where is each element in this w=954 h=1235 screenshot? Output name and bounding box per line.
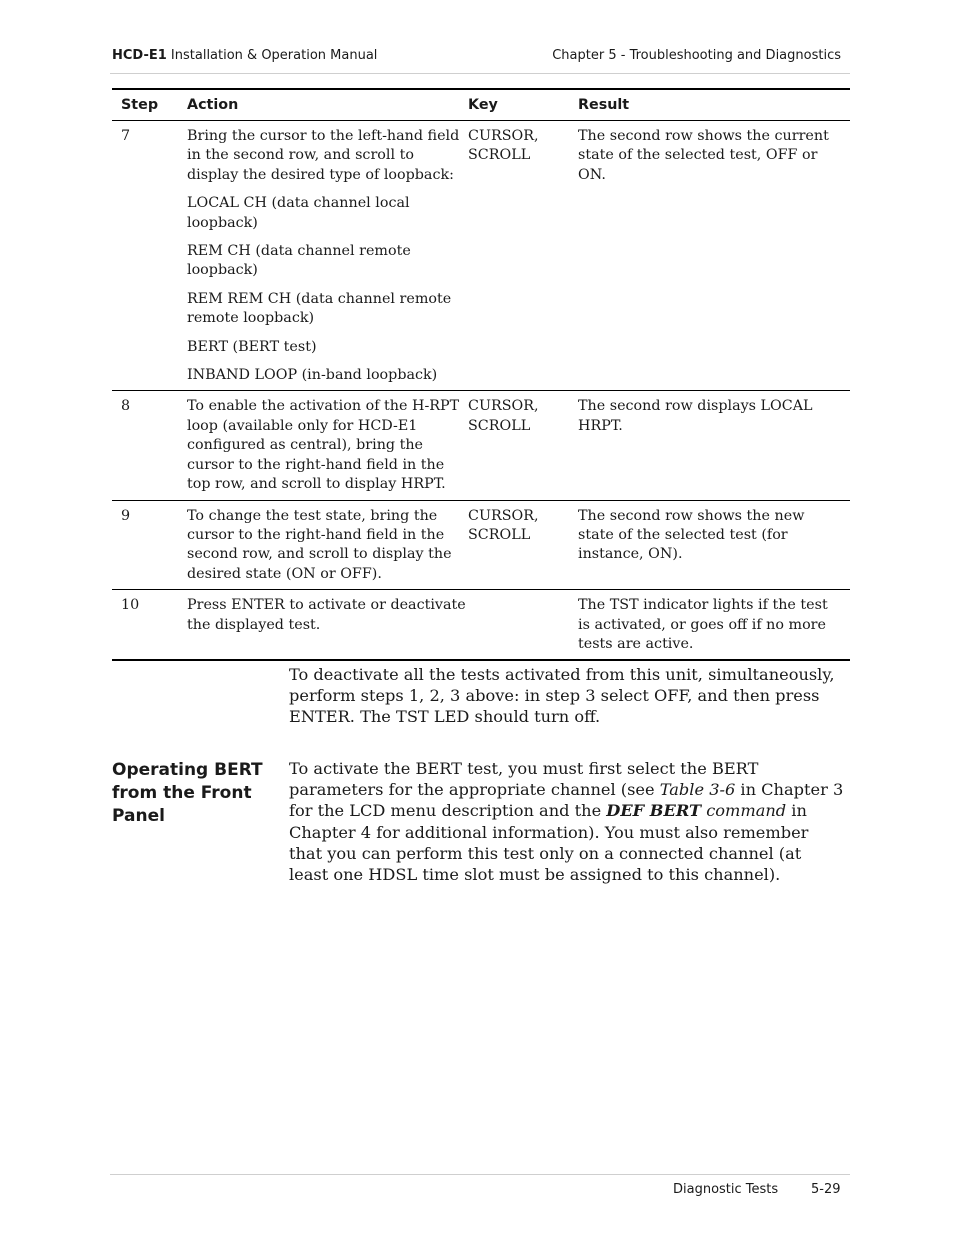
step-number: 8 — [112, 391, 187, 500]
header-manual: Installation & Operation Manual — [170, 48, 378, 63]
step-action — [187, 590, 468, 661]
step-key — [468, 590, 578, 661]
section-heading-bert: Operating BERT from the Front Panel — [112, 760, 263, 826]
step-result: The second row shows the current state of the selected test, OFF or ON. — [578, 121, 850, 391]
table-row — [112, 391, 850, 500]
loopback-option: LOCAL CH (data channel local loopback) — [187, 195, 410, 231]
header-chapter: Chapter 5 - Troubleshooting and Diagnostics — [552, 48, 841, 63]
loopback-option: INBAND LOOP (in-band loopback) — [187, 367, 438, 384]
step-number: 10 — [112, 590, 187, 661]
column-header-step: Step — [112, 89, 187, 121]
header-divider — [110, 73, 850, 74]
column-header-action: Action — [187, 89, 468, 121]
loopback-option: REM REM CH (data channel remote remote loopback) — [187, 290, 452, 327]
action-text: To enable the activation of the H-RPT loop (available only for HCD-E1 configured as central), bring the cursor to the right-hand field in the top row, and scroll to display HRPT. — [187, 398, 460, 493]
step-result: The second row displays LOCAL HRPT. — [578, 391, 850, 500]
footer-divider — [110, 1174, 850, 1175]
loopback-option: REM CH (data channel remote loopback) — [187, 243, 411, 279]
step-action — [187, 391, 468, 500]
header-manual-title — [112, 48, 377, 63]
column-header-key: Key — [468, 89, 578, 121]
step-key: CURSOR, SCROLL — [468, 500, 578, 590]
header-product: HCD-E1 — [112, 48, 167, 63]
command-reference-suffix: command — [701, 801, 787, 821]
bert-paragraph — [289, 758, 845, 885]
action-text: Bring the cursor to the left-hand field in the second row, and scroll to display the desired type of loopback: — [187, 128, 460, 183]
table-row — [112, 121, 850, 391]
action-text: Press ENTER to activate or deactivate the displayed test. — [187, 597, 466, 633]
column-header-result: Result — [578, 89, 850, 121]
bert-text-1: To activate the BERT test, you must first select the BERT parameters for the appropriate channel (see — [289, 759, 759, 800]
bert-text-2: in Chapter 3 for the LCD menu description and the — [289, 780, 844, 821]
table-row — [112, 590, 850, 661]
step-result: The second row shows the new state of the selected test (for instance, ON). — [578, 500, 850, 590]
page-header — [112, 48, 841, 68]
action-text: To change the test state, bring the cursor to the right-hand field in the second row, and scroll to display the desired state (ON or OFF). — [187, 507, 452, 582]
step-number: 7 — [112, 121, 187, 391]
step-action — [187, 121, 468, 391]
deactivate-note: To deactivate all the tests activated from this unit, simultaneously, perform steps 1, 2, 3 above: in step 3 select OFF, and then press ENTER. The TST LED should turn off. — [289, 665, 835, 727]
table-row — [112, 500, 850, 590]
step-action — [187, 500, 468, 590]
table-reference-link[interactable]: Table 3-6 — [659, 780, 736, 800]
step-key: CURSOR, SCROLL — [468, 121, 578, 391]
step-result: The TST indicator lights if the test is activated, or goes off if no more tests are active. — [578, 590, 850, 661]
step-key: CURSOR, SCROLL — [468, 391, 578, 500]
bert-text-3: in Chapter 4 for additional information). You must also remember that you can perform this test only on a connected channel (at least one HDSL time slot must be assigned to this channel). — [289, 801, 809, 885]
loopback-option: BERT (BERT test) — [187, 338, 317, 355]
footer-section: Diagnostic Tests — [673, 1182, 779, 1197]
procedure-table — [112, 88, 850, 661]
table-header-row — [112, 89, 850, 121]
step-number: 9 — [112, 500, 187, 590]
command-reference[interactable]: DEF BERT — [606, 801, 702, 821]
page-number: 5-29 — [811, 1182, 841, 1197]
